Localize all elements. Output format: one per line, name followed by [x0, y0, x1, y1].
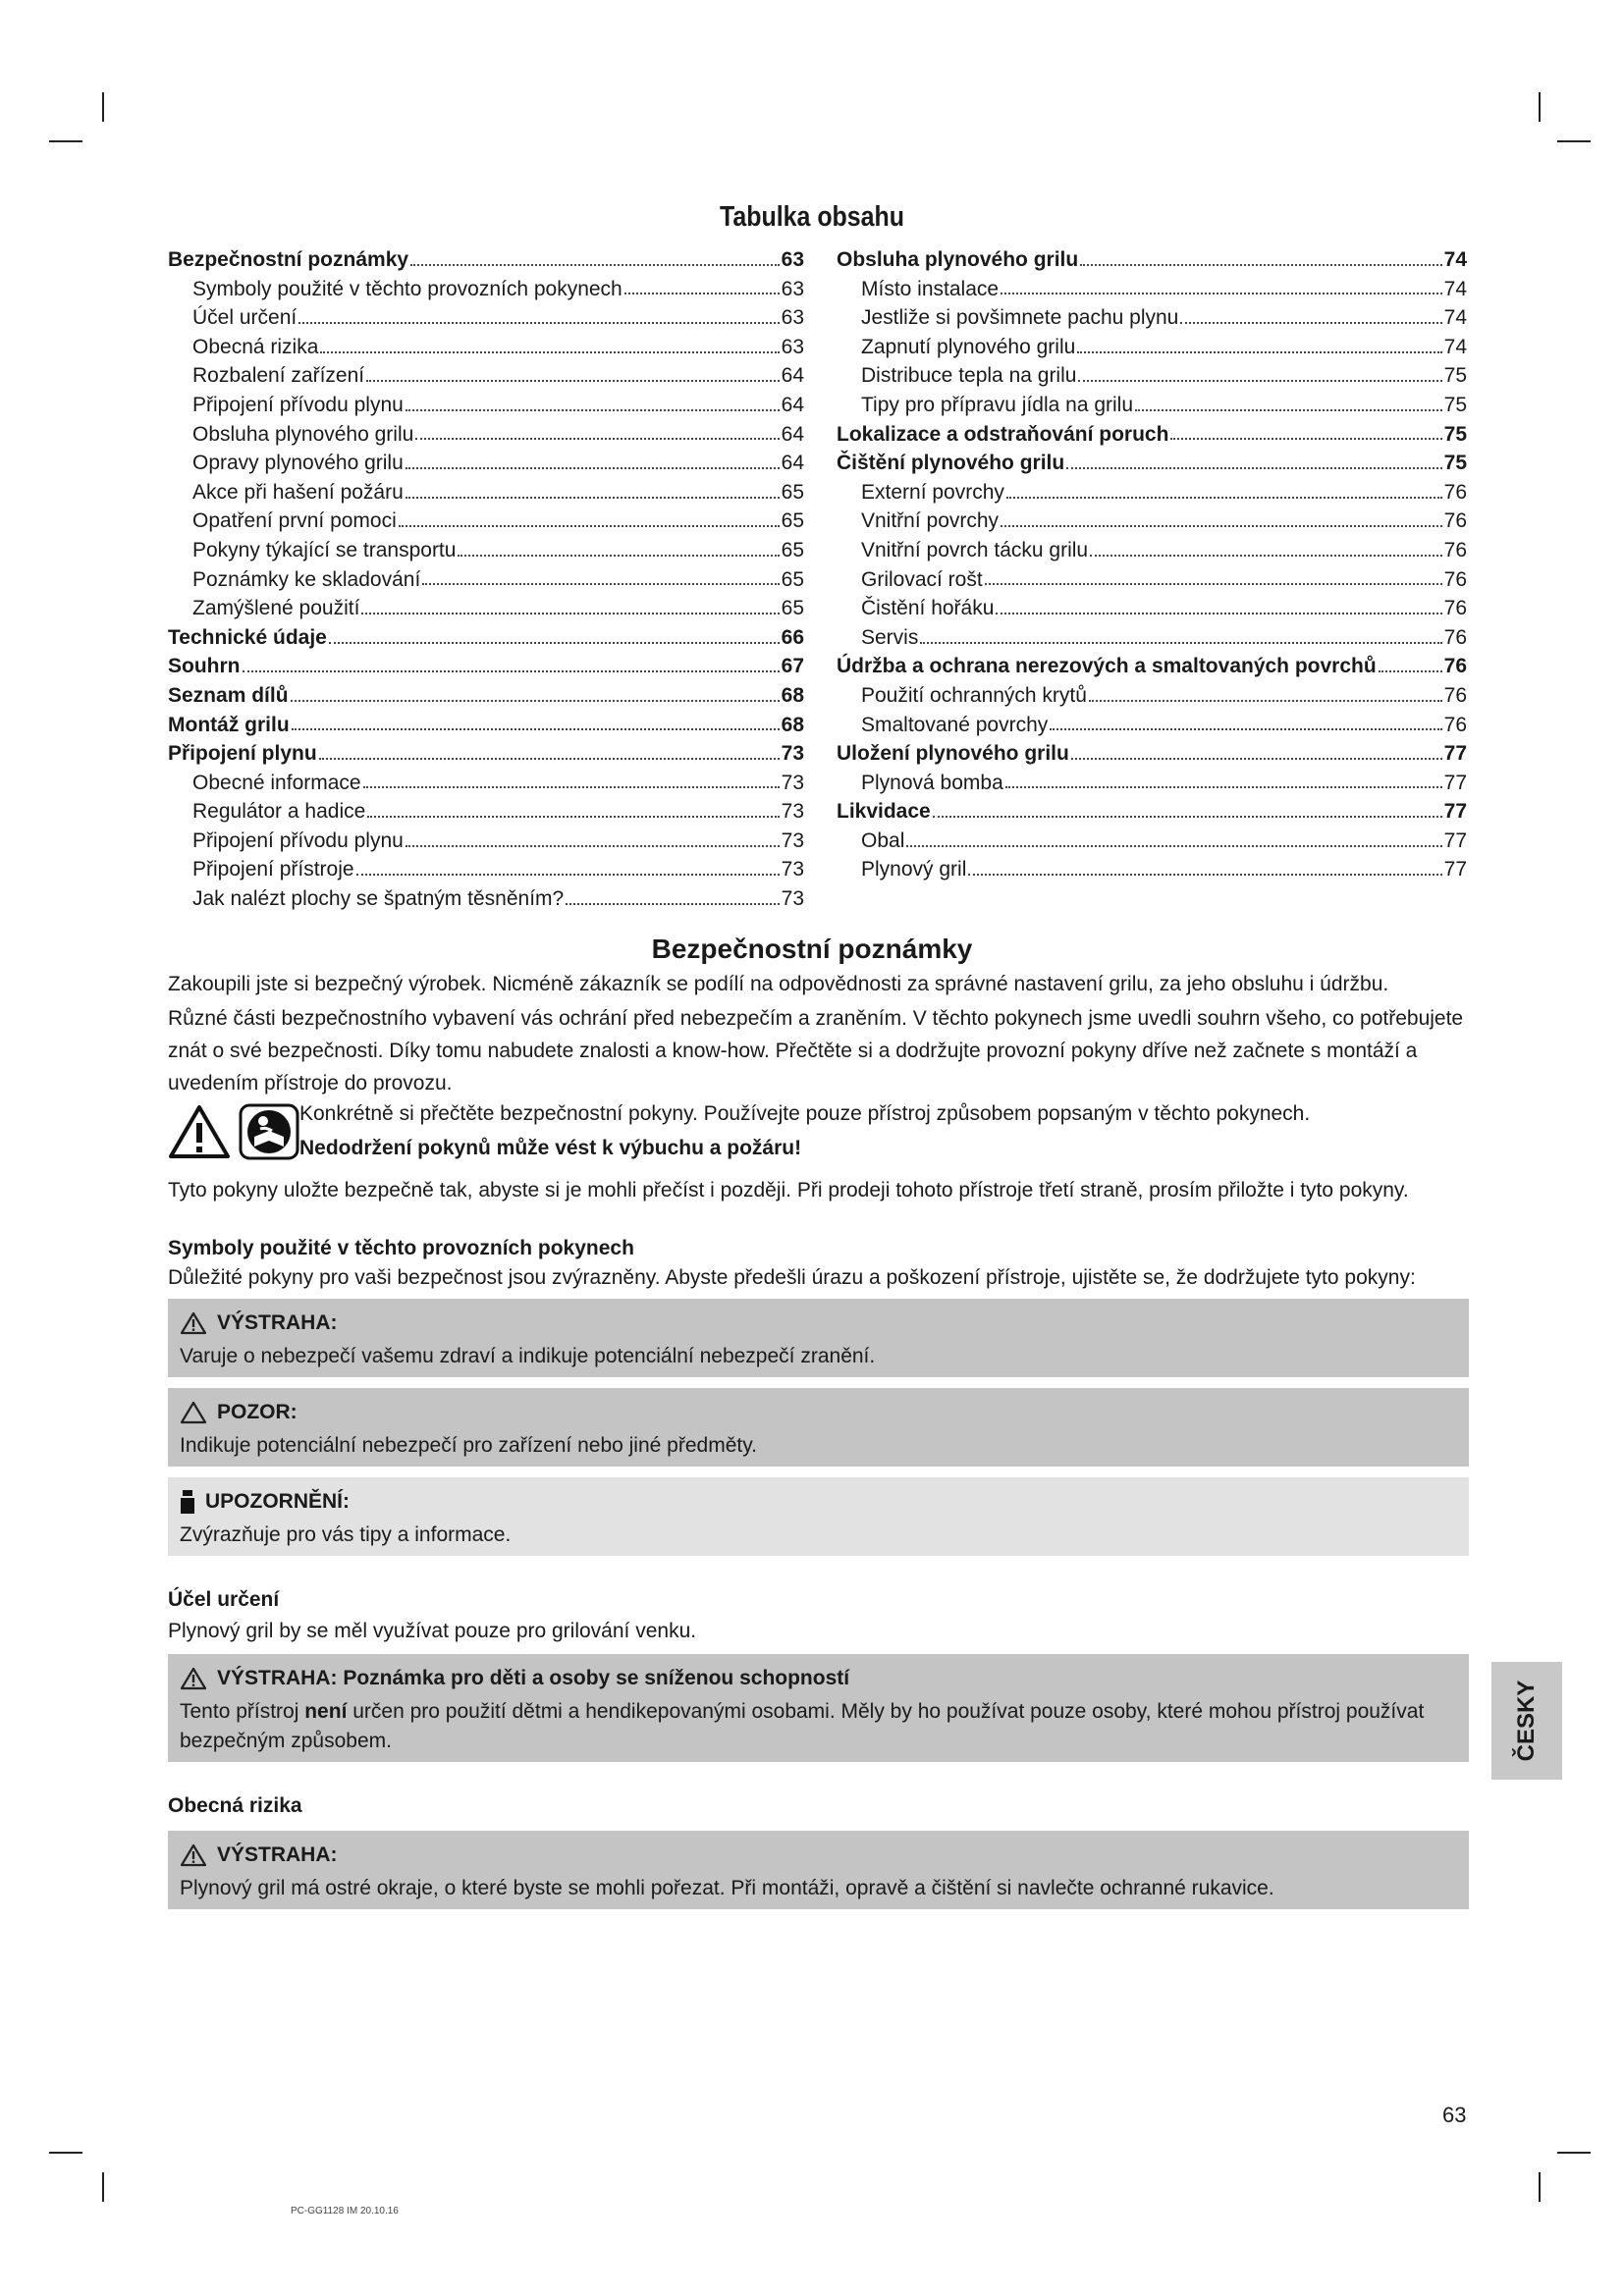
toc-entry-title: Pokyny týkající se transportu — [192, 538, 457, 561]
toc-entry[interactable] — [168, 275, 804, 304]
toc-leader-dots — [1001, 525, 1442, 527]
toc-entry-title: Jak nalézt plochy se špatným těsněním? — [192, 887, 565, 911]
toc-leader-dots — [291, 700, 780, 702]
purpose-warning-box — [168, 1654, 1469, 1762]
toc-entry-page: 65 — [781, 480, 804, 504]
toc-entry-title: Regulátor a hadice — [192, 800, 366, 824]
toc-entry-title: Čištění plynového grilu — [837, 452, 1065, 475]
toc-entry[interactable] — [837, 711, 1467, 740]
toc-leader-dots — [1089, 700, 1442, 702]
toc-entry-title: Vnitřní povrch tácku grilu — [861, 538, 1089, 561]
toc-entry[interactable] — [168, 827, 804, 856]
toc-leader-dots — [319, 758, 780, 760]
text-part: určen pro použití dětmi a hendikepovanými osobami. Měly by ho používat pouze osoby, které mohou přístroj používat bezpečným způsobem. — [180, 1700, 1425, 1752]
purpose-text: Plynový gril by se měl využívat pouze pro grilování venku. — [168, 1620, 697, 1642]
toc-entry-title: Použití ochranných krytů — [861, 683, 1087, 707]
toc-leader-dots — [458, 555, 779, 557]
toc-entry-page: 64 — [781, 393, 804, 416]
toc-entry[interactable] — [837, 361, 1467, 391]
safety-paragraph-3: Tyto pokyny uložte bezpečně tak, abyste si je mohli přečíst i později. Při prodeji tohoto přístroje třetí straně, prosím přiložte i tyto pokyny. — [168, 1179, 1409, 1201]
toc-entry-page: 76 — [1443, 567, 1467, 591]
footer-code: PC-GG1128 IM 20.10.16 — [291, 2206, 399, 2216]
language-tab — [1491, 1662, 1562, 1780]
toc-entry-page: 67 — [781, 655, 804, 678]
toc-entry[interactable] — [837, 623, 1467, 653]
toc-entry-page: 76 — [1443, 597, 1467, 620]
toc-leader-dots — [320, 351, 779, 353]
toc-leader-dots — [243, 670, 780, 672]
toc-entry[interactable] — [837, 245, 1467, 275]
toc-entry-page: 65 — [781, 567, 804, 591]
toc-entry-title: Uložení plynového grilu — [837, 742, 1069, 766]
warning-box — [168, 1299, 1469, 1377]
toc-leader-dots — [356, 874, 780, 876]
toc-entry-page: 77 — [1443, 742, 1467, 766]
note-text: Zvýrazňuje pro vás tipy a informace. — [180, 1523, 512, 1546]
toc-entry-page: 73 — [781, 742, 804, 766]
toc-leader-dots — [1005, 786, 1442, 788]
toc-leader-dots — [399, 525, 780, 527]
crop-mark — [1539, 92, 1541, 122]
safety-notice-bold: Nedodržení pokynů může vést k výbuchu a požáru! — [299, 1137, 802, 1159]
toc-entry-page: 74 — [1443, 335, 1467, 358]
risks-heading: Obecná rizika — [168, 1794, 302, 1817]
risks-warning-box — [168, 1831, 1469, 1909]
risks-warning-title: VÝSTRAHA: — [217, 1843, 338, 1866]
toc-leader-dots — [920, 642, 1441, 644]
page-number: 63 — [1442, 2103, 1467, 2127]
toc-entry-title: Zamýšlené použití — [192, 597, 360, 620]
toc-entry-page: 73 — [781, 828, 804, 852]
toc-entry[interactable] — [837, 652, 1467, 681]
toc-leader-dots — [968, 874, 1441, 876]
toc-leader-dots — [1078, 380, 1441, 382]
toc-entry-page: 73 — [781, 858, 804, 881]
toc-entry-title: Symboly použité v těchto provozních pokynech — [192, 277, 623, 300]
toc-leader-dots — [1077, 351, 1441, 353]
toc-leader-dots — [406, 467, 780, 469]
toc-entry-page: 63 — [781, 306, 804, 330]
toc-entry[interactable] — [168, 855, 804, 884]
toc-entry-title: Plynový gril — [861, 858, 967, 881]
text-part: Tento přístroj — [180, 1700, 305, 1723]
toc-entry-page: 76 — [1443, 625, 1467, 649]
toc-leader-dots — [1180, 322, 1441, 324]
toc-entry-title: Čistění hořáku — [861, 597, 995, 620]
toc-leader-dots — [996, 613, 1441, 614]
toc-entry-title: Likvidace — [837, 800, 931, 824]
toc-entry-title: Obsluha plynového grilu — [837, 248, 1079, 271]
toc-entry-page: 73 — [781, 800, 804, 824]
toc-entry-page: 77 — [1443, 771, 1467, 794]
toc-entry[interactable] — [837, 391, 1467, 420]
toc-entry-title: Plynová bomba — [861, 771, 1003, 794]
toc-entry-title: Smaltované povrchy — [861, 713, 1049, 736]
symbols-heading: Symboly použité v těchto provozních pokynech — [168, 1237, 634, 1259]
toc-entry[interactable] — [168, 623, 804, 653]
toc-entry-title: Připojení přívodu plynu — [192, 393, 404, 416]
toc-entry-title: Montáž grilu — [168, 713, 290, 736]
toc-entry-title: Připojení přívodu plynu — [192, 828, 404, 852]
purpose-heading: Účel určení — [168, 1588, 280, 1611]
toc-entry[interactable] — [837, 420, 1467, 450]
toc-entry-page: 74 — [1443, 306, 1467, 330]
caution-box — [168, 1388, 1469, 1467]
warning-triangle-icon — [180, 1311, 207, 1335]
language-tab-label: ČESKY — [1513, 1680, 1540, 1762]
toc-entry[interactable] — [168, 711, 804, 740]
toc-leader-dots — [1001, 293, 1442, 294]
toc-leader-dots — [292, 728, 780, 730]
toc-leader-dots — [367, 816, 779, 818]
warning-text: Varuje o nebezpečí vašemu zdraví a indikuje potenciální nebezpečí zranění. — [180, 1345, 876, 1367]
toc-entry-title: Zapnutí plynového grilu — [861, 335, 1076, 358]
toc-entry-title: Tipy pro přípravu jídla na grilu — [861, 393, 1134, 416]
crop-mark — [1557, 140, 1591, 142]
toc-leader-dots — [1066, 467, 1441, 469]
toc-entry-title: Akce při hašení požáru — [192, 480, 404, 504]
toc-entry[interactable] — [837, 681, 1467, 711]
toc-entry[interactable] — [168, 681, 804, 711]
toc-entry-page: 75 — [1443, 452, 1467, 475]
toc-entry-title: Údržba a ochrana nerezových a smaltovaných povrchů — [837, 655, 1377, 678]
toc-entry-title: Připojení plynu — [168, 742, 317, 766]
toc-entry[interactable] — [837, 449, 1467, 478]
warning-triangle-icon — [168, 1103, 231, 1160]
toc-entry-page: 74 — [1443, 248, 1467, 271]
toc-entry[interactable] — [837, 827, 1467, 856]
toc-entry-page: 73 — [781, 771, 804, 794]
toc-entry[interactable] — [168, 797, 804, 827]
toc-leader-dots — [415, 438, 779, 440]
toc-entry[interactable] — [168, 739, 804, 769]
toc-leader-dots — [361, 613, 779, 614]
toc-entry[interactable] — [168, 361, 804, 391]
toc-entry-page: 76 — [1443, 683, 1467, 707]
toc-entry-page: 63 — [781, 248, 804, 271]
toc-entry[interactable] — [168, 449, 804, 478]
toc-entry-page: 68 — [781, 683, 804, 707]
toc-entry-page: 75 — [1443, 422, 1467, 446]
toc-entry-page: 76 — [1443, 713, 1467, 736]
toc-entry-title: Souhrn — [168, 655, 241, 678]
toc-entry[interactable] — [168, 884, 804, 914]
toc-entry-title: Obecné informace — [192, 771, 361, 794]
toc-entry[interactable] — [837, 565, 1467, 595]
toc-entry-title: Místo instalace — [861, 277, 1000, 300]
note-box — [168, 1477, 1469, 1556]
toc-entry-page: 77 — [1443, 828, 1467, 852]
toc-leader-dots — [1006, 497, 1442, 499]
toc-entry-page: 65 — [781, 597, 804, 620]
toc-entry[interactable] — [168, 303, 804, 333]
toc-leader-dots — [410, 264, 780, 266]
toc-entry[interactable] — [837, 769, 1467, 798]
warning-icon-group — [168, 1103, 299, 1160]
safety-notice-line: Konkrétně si přečtěte bezpečnostní pokyny. Používejte pouze přístroj způsobem popsaným v těchto pokynech. — [299, 1102, 1311, 1125]
crop-mark — [49, 140, 82, 142]
warning-title: VÝSTRAHA: — [217, 1311, 338, 1334]
toc-leader-dots — [1379, 670, 1442, 672]
toc-entry-page: 76 — [1443, 480, 1467, 504]
caution-title: POZOR: — [217, 1401, 298, 1423]
purpose-warning-text — [180, 1697, 1459, 1756]
toc-entry-page: 76 — [1443, 509, 1467, 533]
toc-leader-dots — [1080, 264, 1441, 266]
toc-entry-title: Lokalizace a odstraňování poruch — [837, 422, 1169, 446]
caution-triangle-icon — [180, 1401, 207, 1424]
toc-leader-dots — [1071, 758, 1442, 760]
toc-entry[interactable] — [168, 652, 804, 681]
toc-entry-title: Seznam dílů — [168, 683, 289, 707]
toc-entry-title: Obal — [861, 828, 905, 852]
toc-entry[interactable] — [168, 536, 804, 565]
toc-entry-page: 64 — [781, 422, 804, 446]
toc-entry[interactable] — [168, 391, 804, 420]
toc-entry-page: 66 — [781, 625, 804, 649]
toc-entry-page: 63 — [781, 277, 804, 300]
toc-leader-dots — [1135, 409, 1442, 411]
warning-triangle-icon — [180, 1843, 207, 1867]
toc-leader-dots — [406, 845, 780, 847]
read-manual-icon — [239, 1103, 299, 1160]
toc-leader-dots — [933, 816, 1442, 818]
crop-mark — [49, 2152, 82, 2154]
toc-entry[interactable] — [168, 507, 804, 536]
toc-leader-dots — [566, 903, 779, 905]
toc-entry-page: 65 — [781, 538, 804, 561]
toc-entry-page: 65 — [781, 509, 804, 533]
toc-leader-dots — [1090, 555, 1442, 557]
toc-entry[interactable] — [168, 245, 804, 275]
risks-warning-text: Plynový gril má ostré okraje, o které byste se mohli pořezat. Při montáži, opravě a čištění si navlečte ochranné rukavice. — [180, 1877, 1274, 1899]
crop-mark — [102, 92, 104, 122]
safety-paragraph-2: Různé části bezpečnostního vybavení vás ochrání před nebezpečím a zraněním. V těchto pokynech jsme uvedli souhrn všeho, co potřebujete znát o své bezpečnosti. Díky tomu nabudete znalosti a know-how. Přečtěte si a dodržujte provozní pokyny dříve než začnete s montáží a uvedením přístroje do provozu. — [168, 1007, 1464, 1095]
toc-entry-title: Obsluha plynového grilu — [192, 422, 414, 446]
toc-entry[interactable] — [837, 594, 1467, 623]
symbols-intro: Důležité pokyny pro vaši bezpečnost jsou zvýrazněny. Abyste předešli úrazu a poškození přístroje, ujistěte se, že dodržujete tyto pokyny: — [168, 1266, 1416, 1289]
toc-entry[interactable] — [837, 275, 1467, 304]
toc-leader-dots — [329, 642, 780, 644]
toc-entry-title: Poznámky ke skladování — [192, 567, 421, 591]
toc-leader-dots — [366, 380, 780, 382]
toc-leader-dots — [1170, 438, 1441, 440]
toc-entry-page: 77 — [1443, 858, 1467, 881]
toc-entry-page: 68 — [781, 713, 804, 736]
toc-title: Tabulka obsahu — [719, 201, 904, 233]
toc-left-column — [168, 245, 804, 914]
toc-entry[interactable] — [168, 478, 804, 507]
info-icon — [180, 1489, 195, 1515]
toc-entry-page: 64 — [781, 452, 804, 475]
toc-entry[interactable] — [168, 594, 804, 623]
caution-text: Indikuje potenciální nebezpečí pro zařízení nebo jiné předměty. — [180, 1434, 757, 1457]
toc-entry-title: Vnitřní povrchy — [861, 509, 1000, 533]
toc-leader-dots — [1050, 728, 1441, 730]
toc-entry[interactable] — [837, 478, 1467, 507]
toc-leader-dots — [906, 845, 1441, 847]
toc-entry[interactable] — [837, 507, 1467, 536]
toc-entry-page: 73 — [781, 887, 804, 911]
toc-entry-title: Distribuce tepla na grilu — [861, 364, 1077, 388]
toc-leader-dots — [406, 409, 780, 411]
toc-entry[interactable] — [168, 565, 804, 595]
safety-paragraph-1: Zakoupili jste si bezpečný výrobek. Nicméně zákazník se podílí na odpovědnosti za správné nastavení grilu, za jeho obsluhu i údržbu. — [168, 973, 1389, 995]
toc-entry-title: Jestliže si povšimnete pachu plynu — [861, 306, 1179, 330]
toc-entry[interactable] — [837, 739, 1467, 769]
toc-entry[interactable] — [168, 420, 804, 450]
toc-leader-dots — [363, 786, 780, 788]
toc-entry-title: Účel určení — [192, 306, 298, 330]
toc-entry-page: 77 — [1443, 800, 1467, 824]
toc-entry-page: 75 — [1443, 364, 1467, 388]
toc-leader-dots — [985, 583, 1442, 585]
toc-entry-title: Servis — [861, 625, 919, 649]
toc-entry-title: Rozbalení zařízení — [192, 364, 365, 388]
toc-leader-dots — [624, 293, 780, 294]
crop-mark — [1539, 2172, 1541, 2202]
toc-entry[interactable] — [837, 333, 1467, 362]
toc-entry-page: 75 — [1443, 393, 1467, 416]
toc-entry[interactable] — [168, 333, 804, 362]
crop-mark — [1557, 2152, 1591, 2154]
toc-leader-dots — [406, 497, 780, 499]
toc-entry-title: Technické údaje — [168, 625, 327, 649]
toc-entry-title: Bezpečnostní poznámky — [168, 248, 409, 271]
toc-entry-title: Grilovací rošt — [861, 567, 983, 591]
toc-entry[interactable] — [837, 855, 1467, 884]
warning-triangle-icon — [180, 1667, 207, 1690]
toc-entry-page: 74 — [1443, 277, 1467, 300]
toc-entry-title: Připojení přístroje — [192, 858, 354, 881]
purpose-warning-title: VÝSTRAHA: Poznámka pro děti a osoby se sníženou schopností — [217, 1667, 850, 1689]
toc-entry-title: Opatření první pomoci — [192, 509, 397, 533]
text-emphasis: není — [304, 1700, 348, 1723]
toc-leader-dots — [422, 583, 779, 585]
toc-entry-title: Opravy plynového grilu — [192, 452, 404, 475]
toc-entry[interactable] — [837, 797, 1467, 827]
toc-right-column — [837, 245, 1467, 884]
toc-entry[interactable] — [168, 769, 804, 798]
toc-entry-title: Obecná rizika — [192, 335, 319, 358]
toc-leader-dots — [298, 322, 779, 324]
toc-entry-page: 76 — [1443, 538, 1467, 561]
crop-mark — [102, 2172, 104, 2202]
toc-entry-page: 64 — [781, 364, 804, 388]
toc-entry[interactable] — [837, 303, 1467, 333]
toc-entry-page: 76 — [1443, 655, 1467, 678]
note-title: UPOZORNĚNÍ: — [205, 1490, 350, 1513]
section-title: Bezpečnostní poznámky — [651, 934, 973, 964]
toc-entry-page: 63 — [781, 335, 804, 358]
toc-entry-title: Externí povrchy — [861, 480, 1004, 504]
toc-entry[interactable] — [837, 536, 1467, 565]
